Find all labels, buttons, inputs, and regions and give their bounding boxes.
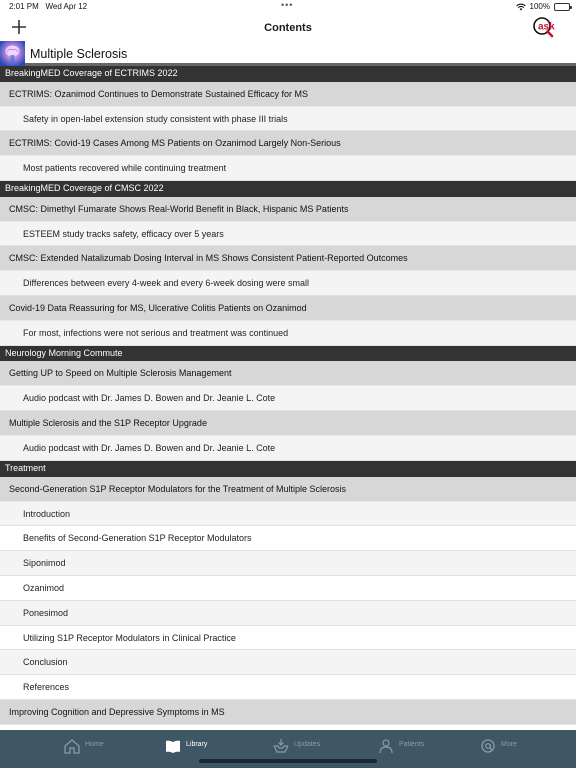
tab-label: Updates [294, 741, 321, 748]
article-row[interactable]: Getting UP to Speed on Multiple Sclerosis Management [0, 361, 576, 386]
subsection-row[interactable]: References [0, 675, 576, 700]
article-row[interactable]: ECTRIMS: Covid-19 Cases Among MS Patients on Ozanimod Largely Non-Serious [0, 131, 576, 156]
subsection-row[interactable]: Conclusion [0, 650, 576, 675]
ask-logo-icon[interactable] [532, 16, 564, 38]
brain-icon [0, 41, 25, 66]
article-row[interactable]: CMSC: Dimethyl Fumarate Shows Real-World Benefit in Black, Hispanic MS Patients [0, 197, 576, 222]
tab-label: Home [85, 741, 104, 748]
contents-list[interactable] [0, 66, 576, 730]
subsection-row[interactable]: Ponesimod [0, 601, 576, 626]
article-row[interactable]: Covid-19 Data Reassuring for MS, Ulcerative Colitis Patients on Ozanimod [0, 296, 576, 321]
patients-icon [377, 738, 395, 754]
battery-percent: 100% [529, 2, 550, 11]
page-title: Contents [264, 22, 312, 34]
more-icon [479, 738, 497, 754]
article-row[interactable]: CMSC: Extended Natalizumab Dosing Interval in MS Shows Consistent Patient-Reported Outcomes [0, 246, 576, 271]
status-bar [0, 0, 576, 14]
article-row[interactable]: Multiple Sclerosis and the S1P Receptor Upgrade [0, 411, 576, 436]
status-right [516, 2, 570, 11]
subsection-row[interactable]: Benefits of Second-Generation S1P Receptor Modulators [0, 526, 576, 551]
multitask-dots-icon[interactable]: ••• [281, 0, 294, 10]
subsection-row[interactable]: Audio podcast with Dr. James D. Bowen and Dr. Jeanie L. Cote [0, 436, 576, 461]
tab-label: More [501, 741, 517, 748]
section-header: Treatment [0, 461, 576, 477]
section-header: BreakingMED Coverage of CMSC 2022 [0, 181, 576, 197]
subsection-row[interactable]: Differences between every 4-week and every 6-week dosing were small [0, 271, 576, 296]
topic-title: Multiple Sclerosis [30, 47, 128, 61]
subsection-row[interactable]: Most patients recovered while continuing treatment [0, 156, 576, 181]
updates-icon [272, 738, 290, 754]
subsection-row[interactable]: Safety in open-label extension study consistent with phase III trials [0, 107, 576, 132]
article-row[interactable]: Second-Generation S1P Receptor Modulators for the Treatment of Multiple Sclerosis [0, 477, 576, 502]
tab-label: Library [186, 741, 208, 748]
home-icon [63, 738, 81, 754]
tab-home[interactable] [61, 736, 121, 762]
tab-patients[interactable] [375, 736, 435, 762]
subsection-row[interactable]: Ozanimod [0, 576, 576, 601]
subsection-row[interactable]: For most, infections were not serious and treatment was continued [0, 321, 576, 346]
status-time: 2:01 PM Wed Apr 12 [9, 2, 88, 11]
article-row[interactable]: Improving Cognition and Depressive Symptoms in MS [0, 700, 576, 725]
library-icon [164, 738, 182, 754]
logo-text: ask [538, 21, 555, 33]
subsection-row[interactable]: Introduction [0, 502, 576, 527]
subsection-row[interactable]: ESTEEM study tracks safety, efficacy over 5 years [0, 222, 576, 247]
section-header: BreakingMED Coverage of ECTRIMS 2022 [0, 66, 576, 82]
battery-icon [554, 3, 570, 11]
subsection-row[interactable]: Siponimod [0, 551, 576, 576]
home-indicator[interactable] [199, 759, 377, 763]
nav-bar [0, 14, 576, 42]
topic-banner [0, 42, 576, 66]
tab-label: Patients [399, 741, 425, 748]
subsection-row[interactable]: Utilizing S1P Receptor Modulators in Clinical Practice [0, 626, 576, 651]
article-row[interactable]: ECTRIMS: Ozanimod Continues to Demonstrate Sustained Efficacy for MS [0, 82, 576, 107]
tab-more[interactable] [477, 736, 537, 762]
wifi-icon [516, 3, 526, 11]
subsection-row[interactable]: Audio podcast with Dr. James D. Bowen and Dr. Jeanie L. Cote [0, 386, 576, 411]
section-header: Neurology Morning Commute [0, 346, 576, 362]
